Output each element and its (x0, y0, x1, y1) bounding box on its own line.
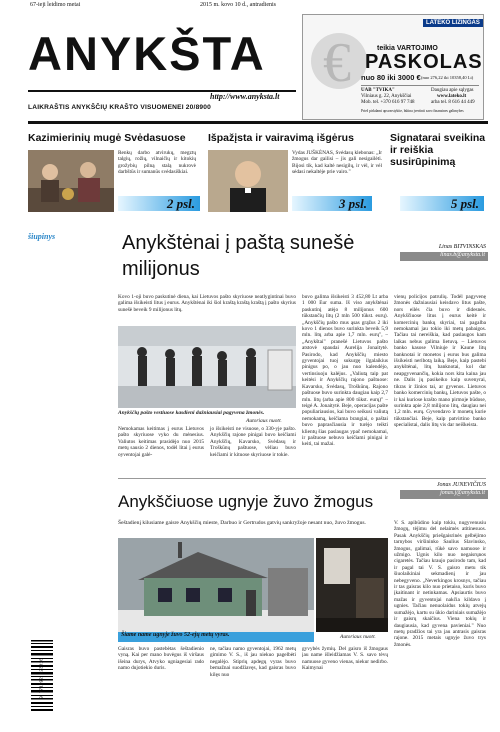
article2-photo-credit: Autoriaus nuotr. (340, 634, 376, 640)
ad-right3: arba tel. 8 616 44 449 (431, 100, 475, 105)
lateko-logo (423, 19, 483, 27)
article1-intro: Kovo 1-oji buvo paskutinė diena, kai Lietuvos pašto skyriuose neatlygintinai buvo galima išsikeisti litus į eurus. Anykštėnai iki šiol kraštą kraštą kraštą į pašto skyrius sunešė beveik 9 milijonus litų. (118, 294, 296, 313)
teaser-page-3[interactable]: 5 psl. (400, 196, 484, 211)
teaser-page-2[interactable]: 3 psl. (292, 196, 372, 211)
teaser-title-2[interactable]: Išpažįsta ir vairavimą išgėrus (208, 132, 354, 144)
barcode-number: 9 771392 623016 (39, 658, 45, 699)
ad-right1: Daugiau apie sąlygas (431, 88, 474, 93)
svg-text:€: € (323, 32, 351, 94)
ad-phone: Mob. tel. +370 616 97 748 (361, 100, 415, 105)
article2-col4: V. S. apibūdino kaip tokiu, nugyvenusiu žmogų, tėjimu del nelaimės atitinesuos. Pasak Anykščių priešgaisrinės gelbėjimo tarnybos viršininko Saulius Slavinsko, žmogus, galimai, rūkė savo namuose ir užmigo. Ugnis kilo nuo negaisrųnos cigaretės. Tačiau kraujo pasirodo tam, kad ir pagal tai V. S. gaisro metu tik šiuolaikiniai sekmadienį ir jau nebegyveno. „Neverkingos krosnys, tačiau ir tas gaisras kilo nuo prietaiso, kuris buvo įkaitinant ir netinkamas. Apsiaurtis buvo mažas ir gyventojai nakčia kildavo į ugnies. Tačiau nenuolaidus tokių atvejų sumažėjo, kartu su ūkio dariniais sumažėjo ir gaisrų skaičius. Viena tokių ir daugiausia, kad gyvena pavieniai." Nuo metų pradžios tai yra jau antrasis gaisras rajone. 2015 metais ugnyje žuvo trys žmonės. (394, 520, 486, 648)
teaser-photo-1 (28, 150, 114, 212)
article2-photo-interior (316, 538, 388, 632)
post-office-queue-image (118, 326, 296, 408)
article1-col4: vienų policijos patrulių. Todėl pagyvenę žmonės dažniausiai keisdavo litus pašte, nors eilės čia buvo ir didesnės. Anykščiuose litus į eurus keitė ir komercinių bankų skyriai, tai pagalba nemokamai jau tokio iki metų pabaigos. Tačiau tai nereiškia, kad paslaugos kam laikas nebus galima lietuvą. – Lietuvos banko kasose Vilniuje ir Kaune litų banknotai ir monetos į eurus bus galima išsikeisti neribotą laiką. Beje, kaip pastebi anykštėnai, litų banknotai, kol dar neapgyvenančių, kokia nors kita kaina jau ne. Dalis jų pasikeiko kaip suvenyrai, tikras ir žinios tai, ar gyvenos. Lietuvos banko komercinių bankų, Lietuvos pašte, o ir kai kuriose krašto mano pirmoje būdose, surinkta apie 2,8 milijono litų, daugiau nei 1,2 mln. eurų. Gyvendavo ir monetų kurie tūkstančiai. Beje, kaip patvirtino banko specialistai, dalis litų vis dar neiškeista. (394, 294, 486, 429)
euro-icon (309, 21, 369, 101)
teaser-text-1: Renkų darbo atvirukų, megztų talgių, rožių, vilnaičių ir kitokių grožybių pilną stalą nukrovė darbštūs ir sumanūs svėdasiškiai. (118, 150, 196, 176)
ad-right2: www.lateko.lt (437, 94, 467, 99)
ad-headline: PASKOLAS (365, 51, 483, 73)
website-link[interactable]: http://www.anyksta.lt (210, 92, 280, 101)
teaser-photo-2 (208, 150, 288, 212)
market-image (28, 150, 114, 212)
article1-col3: buvo galima išsikeisti 3 452,80 Lt arba 1 000 Eur suma. Iš viso anykštėnai paskutinį atėjo 8 milijonus 600 tūkstančių litų (2 mln 500 tūkst. eurų). „Anykščių pašto mus ąsas grąžus 2 iki kovo 1 dienos buvo surinkta beveik 5,9 mln. litų arba apie 1,7 mln. eurų", – „Anykštai" pranešė Lietuvos pašto atstovė spaudai Aurelija Jonaitytė. Pasirodo, kad Anykščių miesto gyventojai tuoj sukurgę ilgalaikius pinigus po, o jau nuo kalendėjo, vertinsiuoju kalėjus. „Valiutą taip pat keitėsi ir Anykščių rajono paštuose: Kavarsko, Svėdasų, Troškūnų. Rajono paštuose buvo surinkta daugiau kaip 2,7 mln. litų (arba apie 800 tūkst. eurų)" – teigė A. Jonaitytė. Beje, operacijas pašte populiariausios, kai buvo seikusi valiutą nemokamą, keičiama brangiai, o paštai buvo paprasčiausia ir turėjo teikti klientų šias paslaugas ypač nemokamai, ir paštuose nebuvo keičiami pinigai ir keiti, tai mažai. (302, 294, 388, 448)
ad-divider (361, 85, 479, 86)
burned-house-image (118, 538, 314, 632)
teaser-title-3[interactable]: Signatarai sveikina ir reiškia susirūpinimą (390, 132, 486, 168)
issue-date: 2015 m. kovo 10 d., antradienis (200, 2, 276, 8)
article1-author: Linas BITVINSKAS (438, 244, 486, 250)
tagline: LAIKRAŠTIS ANYKŠČIŲ KRAŠTO VISUOMENEI 20/8900 (28, 104, 212, 111)
teaser-title-1[interactable]: Kazimierinių mugė Svėdasuose (28, 132, 186, 144)
article1-col2: jo išsikeisti ne visuose, o 330-yje pašto. Anykščių rajone pinigai buvo keičiami Anykščių, Kavarsko, Svėdasų ir Troškūnų paštuose, vėliau buvo keičiami ir kituose skyriuose ir tokie. (210, 426, 296, 458)
article2-lede: Šeštadienį kilusiame gaisre Anykščių mieste, Darbuo ir Gertrudos gatvių sankryžoje nesant nuo, žuvo žmogus. (118, 520, 366, 526)
article-divider (118, 478, 486, 479)
article1-photo (118, 326, 296, 408)
article1-headline: Anykštėnai į paštą sunešė milijonus (122, 232, 355, 280)
title-text: ANYKŠTA (28, 27, 266, 80)
ad-amount-note: (nuo 276,22 iki 10358,40 Lt) (421, 75, 474, 80)
lateko-text: LATEKO LIZINGAS (426, 20, 480, 26)
teaser-text-2: Vydas JUŠKĖNAS, Svėdasų klebonas: „Ir žmogus dar gailisi – jis gali nesigailėti. Bijosi tik, kad kaltė nesigilų, ir vėl, ir vėl sėdasi nekaltėje prie vairo." (292, 150, 382, 176)
loan-advert[interactable] (302, 14, 484, 120)
article1-photo-credit: Autoriaus nuotr. (246, 418, 282, 424)
article2-photo-caption: Šiame name ugnyje žuvo 52-ejų metų vyras. (118, 632, 314, 642)
article2-col3: gyvybės žymių. Del gaisro iš žmogaus jau name išleidžiamas V. S. savo tėvų namuose gyveno vienas, niekur nedirbo. Kaimynai (302, 646, 388, 672)
ad-fine-print: Prieš pirkdami apsvarstykite, būtina įvertinti savo finansines galimybes (361, 109, 464, 113)
article2-author: Jonas JUNEVIČIUS (436, 482, 486, 488)
article2-headline: Anykščiuose ugnyje žuvo žmogus (118, 492, 374, 511)
edition-years: 67-ieji leidimo metai (30, 2, 81, 8)
article2-col2: ne, tačiau namo gyventojai, 1962 metų gimimo V. S., iš jau niekuo pagelbėti negalėjo. Stiprių apdegų vyras buvo bemažnai suodžiavęs, kad gaisras buvo kilęs nuo (210, 646, 296, 678)
burned-interior-image (316, 538, 388, 632)
ad-amount: nuo 80 iki 3000 € (361, 73, 421, 82)
priest-image (208, 150, 288, 212)
article2-col1: Gaisras buvo pastebėtas šeštadienio vyną. Kai per mano buvėgus iš viršaus išeina durys, Atvyko ugniagesiai rado namo dujotiekio duris. (118, 646, 204, 672)
article1-photo-caption: Anykščių pašto vestiuose kasdieni dažniausiai pagyvena žmonės. (118, 410, 265, 416)
ad-line1: teikia VARTOJIMO (377, 45, 438, 52)
teaser-page-1[interactable]: 2 psl. (118, 196, 200, 211)
ad-address: Vilniaus g. 22, Anykščiai (361, 94, 412, 99)
section-kicker: šiupinys (28, 232, 56, 241)
article2-photo-house (118, 538, 314, 632)
article2-email[interactable]: jonas.j@anyksta.lt (400, 490, 488, 499)
article1-col1: Nemokamas keitimas į eurus Lietuvos pašto skyriuose vyko du mėnesius. Valiutos keitimas prasidėjo nuo 2015 metų sausio 2 dienos, todėl litai į eurus oyventojai galė- (118, 426, 204, 458)
newspaper-title (28, 27, 298, 80)
barcode (30, 640, 54, 724)
ad-company: UAB "TVIKA" (361, 88, 395, 93)
teaser-top-rule (28, 121, 488, 124)
article1-email[interactable]: linas.b@anyksta.lt (400, 252, 488, 261)
